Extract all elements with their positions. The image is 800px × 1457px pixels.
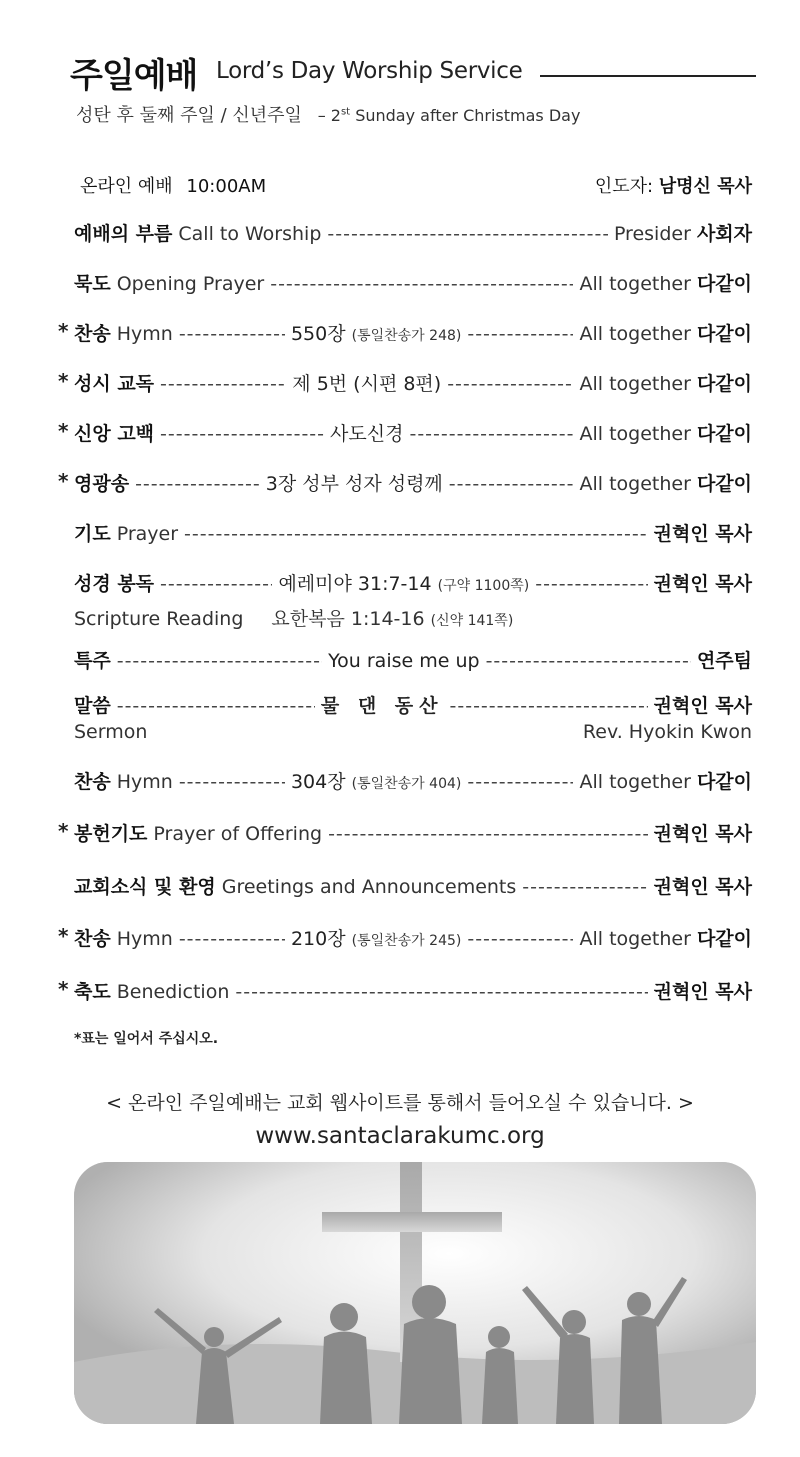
online-service-row xyxy=(80,172,752,198)
title-rule xyxy=(540,75,756,77)
standing-note: *표는 일어서 주십시오. xyxy=(74,1031,219,1047)
online-service-note: < 온라인 주일예배는 교회 웹사이트를 통해서 들어오실 수 있습니다. > xyxy=(106,1092,694,1114)
order-hymn-2: 찬송 Hymn ----- 304장 (통일찬송가 404) ----- All together 다같이 xyxy=(74,767,752,794)
order-benediction: * 축도 Benediction ----- 권혁인 목사 xyxy=(74,977,752,1004)
order-hymn-1: * 찬송 Hymn ----- 550장 (통일찬송가 248) ----- All together 다같이 xyxy=(74,319,752,346)
scripture-reading-line: Scripture Reading 요한복음 1:14-16 (신약 141쪽) xyxy=(74,608,514,630)
subtitle-english: – 2st Sunday after Christmas Day xyxy=(317,106,581,125)
worship-cross-illustration xyxy=(74,1162,756,1424)
leader: 인도자: 남명신 목사 xyxy=(594,176,752,197)
order-gloria: * 영광송 ----- 3장 성부 성자 성령께 ----- All together 다같이 xyxy=(74,469,752,496)
online-label: 온라인 예배 xyxy=(80,176,173,197)
sermon-line: Sermon Rev. Hyokin Kwon xyxy=(74,721,752,743)
order-sermon: 말씀 ----- 물 댄 동산 ----- 권혁인 목사 xyxy=(74,691,752,718)
online-time: 10:00AM xyxy=(186,176,267,197)
subtitle xyxy=(76,101,580,127)
order-offering-prayer: * 봉헌기도 Prayer of Offering ----- 권혁인 목사 xyxy=(74,819,752,846)
order-creed: * 신앙 고백 ----- 사도신경 ----- All together 다같이 xyxy=(74,419,752,446)
title-row xyxy=(70,44,760,94)
order-special-music: 특주 ----- You raise me up ----- 연주팀 xyxy=(74,646,752,673)
cross-silhouette-image xyxy=(74,1162,756,1424)
order-prayer: 기도 Prayer ----- 권혁인 목사 xyxy=(74,519,752,546)
order-announcements: 교회소식 및 환영 Greetings and Announcements ----- 권혁인 목사 xyxy=(74,872,752,899)
subtitle-korean: 성탄 후 둘째 주일 / 신년주일 xyxy=(76,105,302,126)
order-opening-prayer: 묵도 Opening Prayer ----- All together 다같이 xyxy=(74,269,752,296)
title-english: Lord’s Day Worship Service xyxy=(216,58,523,84)
order-responsive-reading: * 성시 교독 ----- 제 5번 (시편 8편) ----- All together 다같이 xyxy=(74,369,752,396)
website-link[interactable]: www.santaclarakumc.org xyxy=(255,1123,545,1149)
order-call-to-worship: 예배의 부름 Call to Worship ----- Presider 사회자 xyxy=(74,219,752,246)
order-hymn-3: * 찬송 Hymn ----- 210장 (통일찬송가 245) ----- All together 다같이 xyxy=(74,924,752,951)
order-scripture: 성경 봉독 ----- 예레미야 31:7-14 (구약 1100쪽) ----- 권혁인 목사 xyxy=(74,569,752,596)
title-korean: 주일예배 xyxy=(70,56,198,96)
